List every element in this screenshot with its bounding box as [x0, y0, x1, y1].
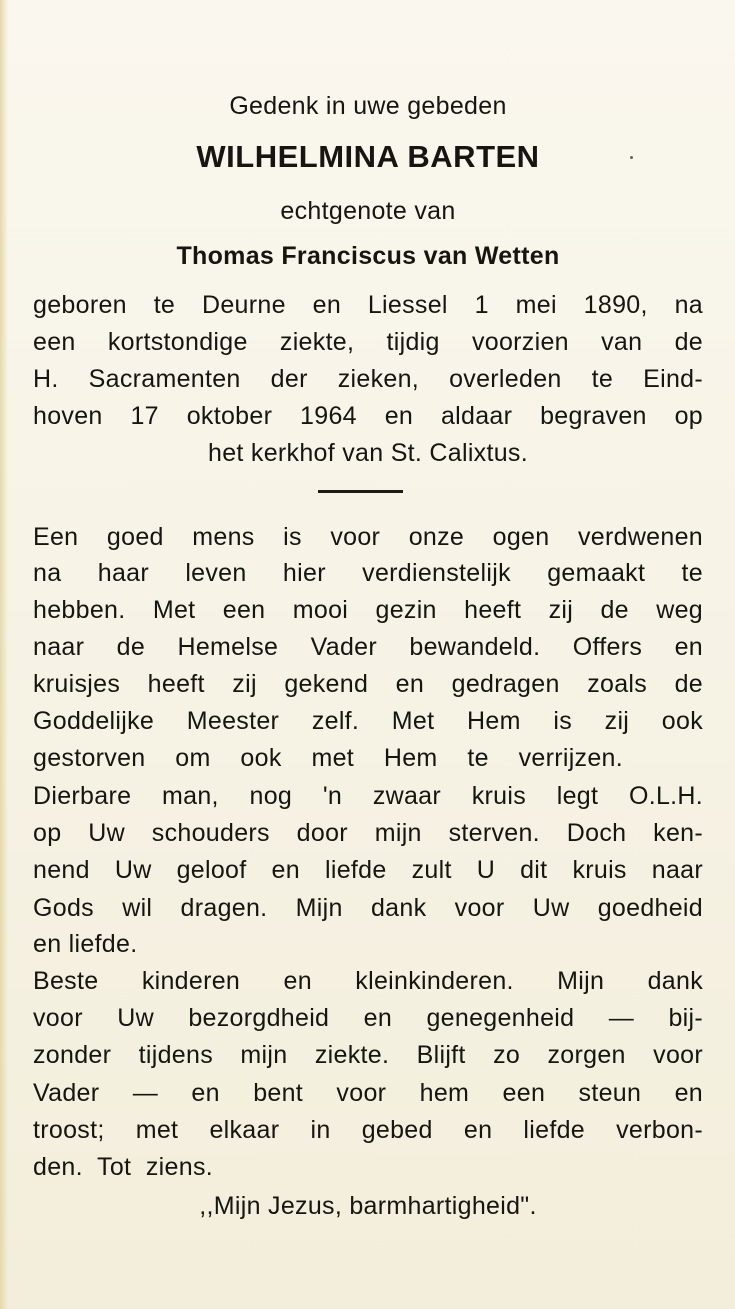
body-line: nend Uw geloof en liefde zult U dit kruis naar — [33, 856, 703, 884]
body-line: Dierbare man, nog 'n zwaar kruis legt O.L.H. — [33, 782, 703, 810]
intro-line: Gedenk in uwe gebeden — [229, 92, 507, 120]
body-line: voor Uw bezorgdheid en genegenheid — bij- — [33, 1004, 703, 1032]
card-edge — [0, 0, 8, 1309]
bio-line: H. Sacramenten der zieken, overleden te Eind- — [33, 365, 703, 393]
body-line: hebben. Met een mooi gezin heeft zij de weg — [33, 596, 703, 624]
body-line: Beste kinderen en kleinkinderen. Mijn dank — [33, 967, 703, 995]
body-line: en liefde. — [33, 930, 138, 958]
bio-line: een kortstondige ziekte, tijdig voorzien van de — [33, 328, 703, 356]
divider-rule — [318, 490, 403, 493]
body-line: Een goed mens is voor onze ogen verdwenen — [33, 523, 703, 551]
body-line: kruisjes heeft zij gekend en gedragen zoals de — [33, 670, 703, 698]
closing-prayer: ,,Mijn Jezus, barmhartigheid". — [199, 1192, 537, 1220]
body-line: Gods wil dragen. Mijn dank voor Uw goedheid — [33, 894, 703, 922]
body-line: zonder tijdens mijn ziekte. Blijft zo zorgen voor — [33, 1041, 703, 1069]
spouse-name: Thomas Franciscus van Wetten — [176, 242, 560, 270]
body-line: na haar leven hier verdienstelijk gemaakt te — [33, 559, 703, 587]
body-line: den. Tot ziens. — [33, 1153, 213, 1181]
bio-line: geboren te Deurne en Liessel 1 mei 1890, na — [33, 291, 703, 319]
body-line: Goddelijke Meester zelf. Met Hem is zij ook — [33, 707, 703, 735]
body-line: troost; met elkaar in gebed en liefde verbon- — [33, 1116, 703, 1144]
bio-line: het kerkhof van St. Calixtus. — [208, 439, 528, 467]
body-line: gestorven om ook met Hem te verrijzen. — [33, 744, 623, 772]
relation-line: echtgenote van — [280, 197, 456, 225]
bio-line: hoven 17 oktober 1964 en aldaar begraven op — [33, 402, 703, 430]
body-line: Vader — en bent voor hem een steun en — [33, 1079, 703, 1107]
deceased-name: WILHELMINA BARTEN — [196, 139, 540, 174]
body-line: op Uw schouders door mijn sterven. Doch ken- — [33, 819, 703, 847]
body-line: naar de Hemelse Vader bewandeld. Offers en — [33, 633, 703, 661]
